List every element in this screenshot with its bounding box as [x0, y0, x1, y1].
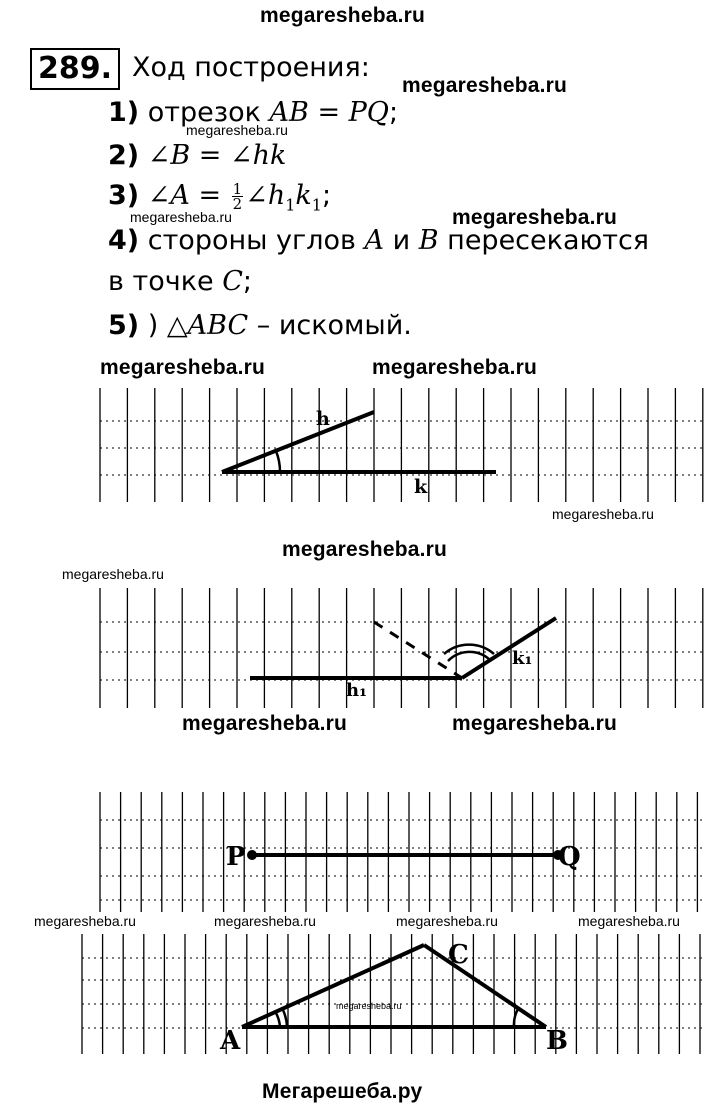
watermark: megaresheba.ru: [396, 913, 498, 929]
step-var: C: [222, 266, 243, 297]
step-var: A: [364, 225, 384, 256]
step-number: 5): [108, 310, 140, 341]
label-ray-k1: k₁: [512, 648, 533, 669]
step-math: ∠B = ∠hk: [147, 140, 287, 171]
ray-k1: [462, 618, 556, 678]
fraction-numerator: 1: [232, 180, 243, 198]
watermark: megaresheba.ru: [402, 74, 568, 97]
watermark: megaresheba.ru: [282, 538, 448, 561]
step-math: △ABC: [166, 310, 249, 341]
step-number: 4): [108, 225, 140, 256]
watermark: megaresheba.ru: [100, 356, 266, 379]
label-point-b: B: [546, 1026, 568, 1056]
angle-arc: [276, 451, 280, 472]
step-number: 2): [108, 140, 140, 171]
step-text: пересекаются: [447, 225, 650, 256]
watermark: megaresheba.ru: [186, 122, 288, 138]
figure-segment-pq: [247, 850, 563, 860]
label-point-a: A: [220, 1026, 241, 1056]
footer-site: Мегарешеба.ру: [262, 1080, 423, 1103]
step-math: k: [295, 180, 312, 211]
problem-number: 289.: [30, 48, 120, 90]
side-bc: [424, 945, 546, 1027]
step-math: ∠A =: [147, 180, 222, 211]
step-tail: ;: [242, 266, 252, 297]
step-text: и: [392, 225, 411, 256]
label-point-p: P: [226, 842, 246, 872]
problem-heading: Ход построения:: [132, 52, 370, 83]
step-math: ∠h: [245, 180, 286, 211]
step-math: AB = PQ: [269, 97, 389, 128]
watermark: megaresheba.ru: [452, 712, 618, 735]
angle-arc-a: [276, 1013, 280, 1027]
step-tail: ;: [321, 180, 332, 211]
point-p-dot: [247, 850, 257, 860]
subscript: 1: [311, 195, 322, 215]
label-point-q: Q: [558, 842, 581, 872]
header-watermark: megaresheba.ru: [260, 4, 426, 27]
step-text: ): [147, 310, 159, 341]
watermark: megaresheba.ru: [578, 913, 680, 929]
step-number: 1): [108, 97, 140, 128]
step-text: в точке: [108, 266, 214, 297]
fraction-denominator: 2: [232, 195, 243, 213]
watermark: megaresheba.ru: [552, 506, 654, 522]
watermark: megaresheba.ru: [372, 356, 538, 379]
watermark: megaresheba.ru: [62, 566, 164, 582]
step-text: отрезок: [147, 97, 261, 128]
subscript: 1: [285, 195, 296, 215]
figure-angle-h1k1: [250, 618, 556, 678]
step-text: – искомый.: [256, 310, 412, 341]
step-tail: ;: [388, 97, 399, 128]
step-text: стороны углов: [147, 225, 356, 256]
watermark: megaresheba.ru: [130, 209, 232, 225]
watermark: megaresheba.ru: [336, 1001, 402, 1011]
step-number: 3): [108, 180, 140, 211]
label-ray-h: h: [316, 408, 330, 430]
watermark: megaresheba.ru: [34, 913, 136, 929]
watermark: megaresheba.ru: [182, 712, 348, 735]
step-var: B: [418, 225, 439, 256]
watermark: megaresheba.ru: [214, 913, 316, 929]
angle-arc-a: [283, 1010, 287, 1027]
watermark: megaresheba.ru: [452, 206, 618, 229]
label-ray-h1: h₁: [346, 680, 367, 701]
label-ray-k: k: [414, 476, 428, 498]
side-ac: [242, 945, 424, 1027]
label-point-c: C: [448, 940, 469, 970]
